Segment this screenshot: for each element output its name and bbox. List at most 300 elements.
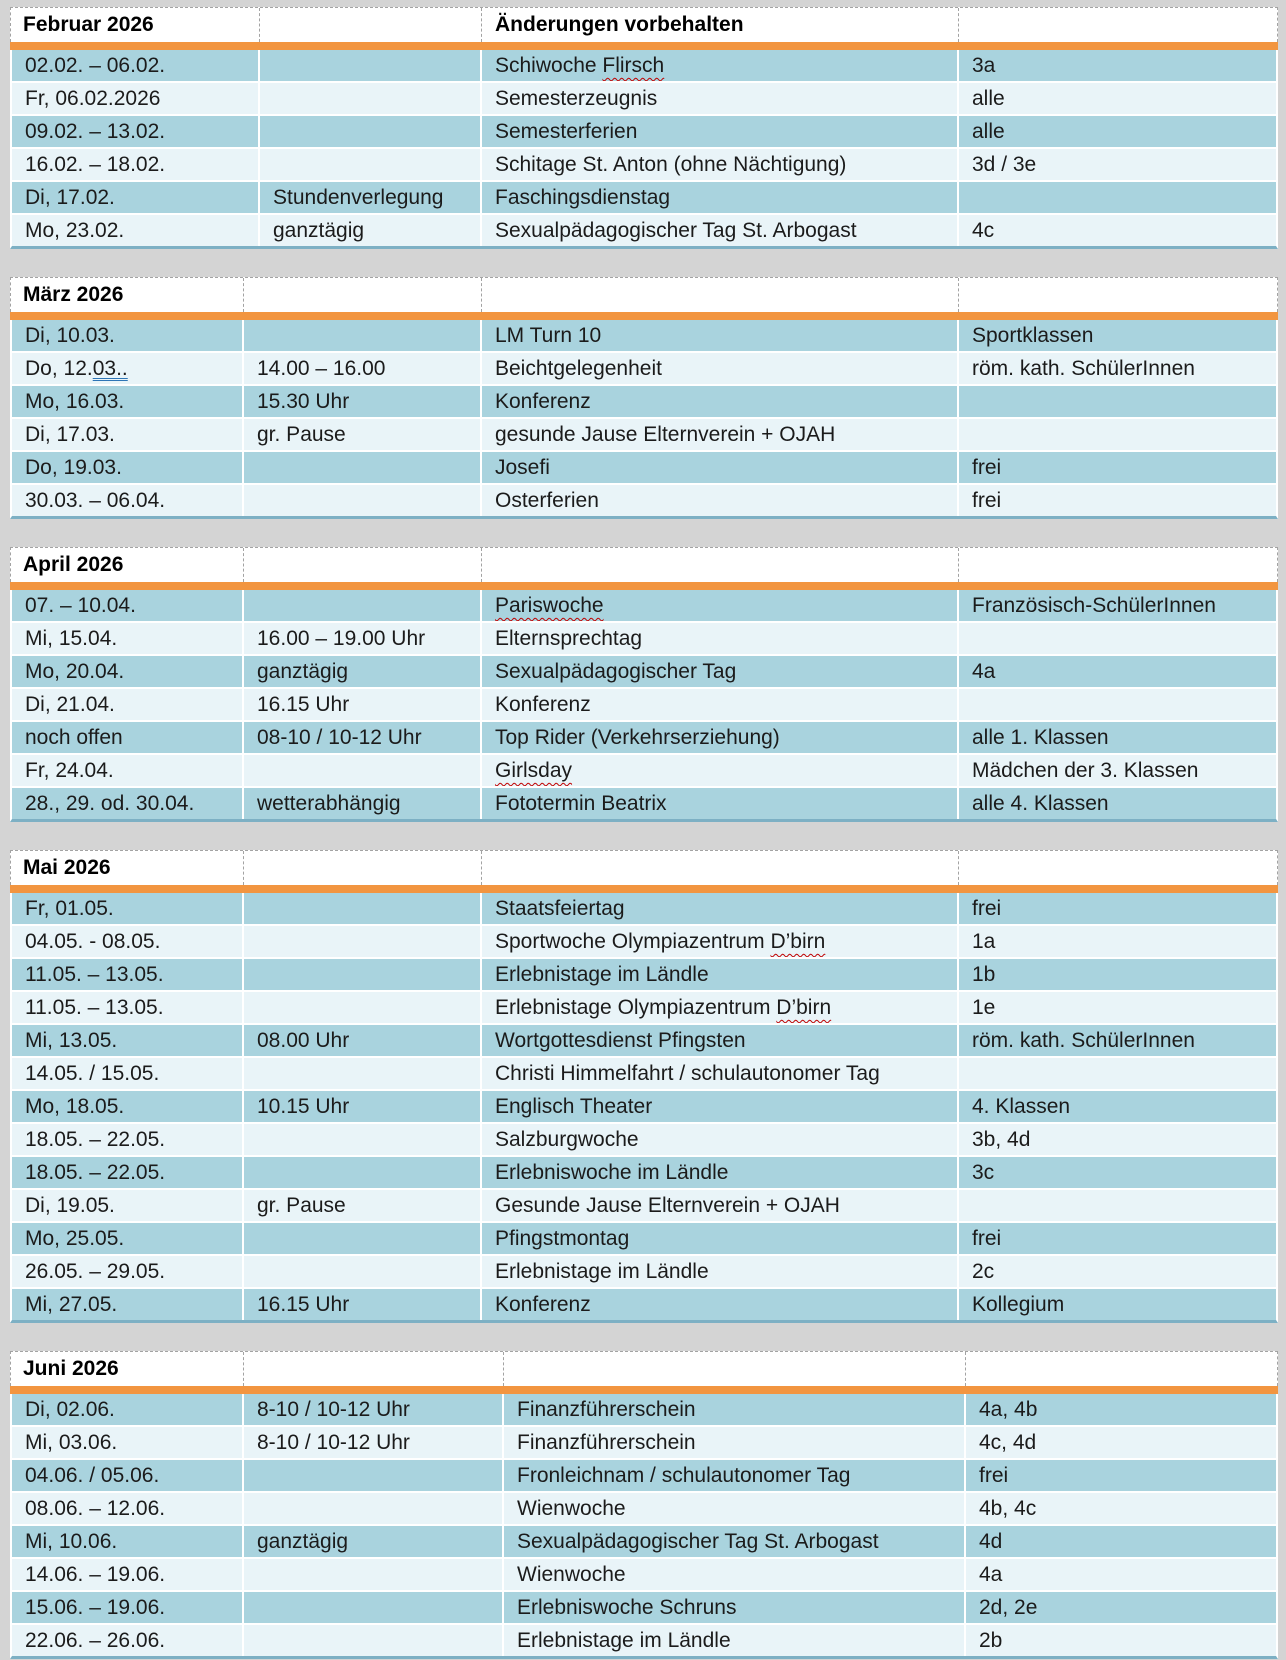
event-cell (482, 149, 959, 180)
cell-text: ganztägig (257, 660, 349, 683)
cell-text: Erlebnistage im Ländle (517, 1629, 731, 1652)
month-rows (10, 893, 1278, 1323)
table-row (12, 1625, 1276, 1656)
grammar-marked-text: 03.. (92, 357, 128, 380)
time-cell (244, 1124, 482, 1155)
cell-text: Josefi (495, 456, 550, 479)
month-header-row (10, 850, 1278, 885)
month-rows (10, 320, 1278, 519)
date-cell (12, 992, 244, 1023)
month-title-cell (11, 851, 243, 885)
table-row (12, 1427, 1276, 1460)
time-cell (244, 623, 482, 654)
cell-text: gesunde Jause Elternverein + OJAH (495, 423, 836, 446)
event-cell (504, 1493, 966, 1524)
date-cell (12, 1526, 244, 1557)
cell-text: Staatsfeiertag (495, 897, 625, 920)
event-cell (482, 623, 959, 654)
class-cell (959, 722, 1276, 753)
event-cell (482, 50, 959, 81)
cell-text: Sportklassen (972, 324, 1094, 347)
cell-text: 4d (979, 1530, 1003, 1553)
cell-text: 4c, 4d (979, 1431, 1037, 1454)
table-row (12, 215, 1276, 246)
cell-text: alle 4. Klassen (972, 792, 1109, 815)
class-cell (966, 1460, 1276, 1491)
event-cell (482, 1256, 959, 1287)
accent-bar (10, 885, 1278, 893)
cell-text: 07. – 10.04. (25, 594, 136, 617)
time-cell (244, 419, 482, 450)
event-cell (482, 992, 959, 1023)
class-cell (959, 1091, 1276, 1122)
cell-text: 4a, 4b (979, 1398, 1038, 1421)
cell-text: 2c (972, 1260, 995, 1283)
cell-text: 04.05. - 08.05. (25, 930, 161, 953)
table-row (12, 353, 1276, 386)
class-cell (959, 755, 1276, 786)
cell-text: LM Turn 10 (495, 324, 602, 347)
date-cell (12, 755, 244, 786)
accent-bar (10, 582, 1278, 590)
month-title: April 2026 (23, 553, 124, 576)
cell-text: 30.03. – 06.04. (25, 489, 166, 512)
table-row (12, 1190, 1276, 1223)
cell-text: 09.02. – 13.02. (25, 120, 166, 143)
table-row (12, 1559, 1276, 1592)
event-cell (482, 1223, 959, 1254)
class-cell (966, 1559, 1276, 1590)
event-cell (482, 755, 959, 786)
cell-text: Fronleichnam / schulautonomer Tag (517, 1464, 851, 1487)
cell-text: Mo, 18.05. (25, 1095, 125, 1118)
cell-text: 4b, 4c (979, 1497, 1037, 1520)
table-row (12, 50, 1276, 83)
cell-text: 3d / 3e (972, 153, 1037, 176)
cell-text: 4c (972, 219, 995, 242)
time-cell (244, 722, 482, 753)
table-row (12, 182, 1276, 215)
note-cell (481, 8, 958, 42)
cell-text: 16.02. – 18.02. (25, 153, 166, 176)
table-row (12, 1124, 1276, 1157)
date-cell (12, 1091, 244, 1122)
table-row (12, 1223, 1276, 1256)
note-cell (503, 1352, 965, 1386)
date-cell (12, 1058, 244, 1089)
table-row (12, 1157, 1276, 1190)
table-row (12, 1058, 1276, 1091)
month-section (10, 7, 1278, 249)
header-empty-cell (243, 1352, 503, 1386)
spellcheck-marked-text: D’birn (776, 996, 832, 1019)
time-cell (260, 83, 482, 114)
cell-text: alle (972, 87, 1005, 110)
cell-text: alle 1. Klassen (972, 726, 1109, 749)
date-cell (12, 893, 244, 924)
class-cell (959, 623, 1276, 654)
date-cell (12, 959, 244, 990)
event-cell (482, 926, 959, 957)
class-cell (959, 1058, 1276, 1089)
event-cell (482, 485, 959, 516)
cell-text: 15.30 Uhr (257, 390, 350, 413)
time-cell (244, 1223, 482, 1254)
event-cell (482, 1289, 959, 1320)
date-cell (12, 1394, 244, 1425)
cell-text: 4. Klassen (972, 1095, 1071, 1118)
date-cell (12, 353, 244, 384)
class-cell (959, 1289, 1276, 1320)
cell-text: 18.05. – 22.05. (25, 1128, 166, 1151)
date-cell (12, 116, 260, 147)
cell-text: Kollegium (972, 1293, 1065, 1316)
class-cell (959, 452, 1276, 483)
class-cell (966, 1526, 1276, 1557)
month-title-cell (11, 1352, 243, 1386)
cell-text: ganztägig (257, 1530, 349, 1553)
month-header-row (10, 7, 1278, 42)
table-row (12, 1025, 1276, 1058)
cell-text: Konferenz (495, 390, 591, 413)
cell-text: 2d, 2e (979, 1596, 1038, 1619)
time-cell (244, 320, 482, 351)
time-cell (260, 149, 482, 180)
event-cell (482, 959, 959, 990)
cell-text: 2b (979, 1629, 1003, 1652)
event-cell (482, 116, 959, 147)
cell-text: Englisch Theater (495, 1095, 653, 1118)
cell-text: 11.05. – 13.05. (25, 963, 164, 986)
cell-text: Erlebnistage im Ländle (495, 1260, 709, 1283)
date-cell (12, 182, 260, 213)
cell-text: frei (972, 489, 1002, 512)
date-cell (12, 1625, 244, 1656)
time-cell (244, 959, 482, 990)
table-row (12, 320, 1276, 353)
month-rows (10, 50, 1278, 249)
cell-text: Fr, 06.02.2026 (25, 87, 161, 110)
header-empty-cell (259, 8, 481, 42)
event-cell (482, 452, 959, 483)
spellcheck-marked-text: Flirsch (602, 54, 665, 77)
event-cell (482, 722, 959, 753)
cell-text: 18.05. – 22.05. (25, 1161, 166, 1184)
cell-text: Mo, 25.05. (25, 1227, 125, 1250)
class-cell (959, 215, 1276, 246)
event-cell (482, 656, 959, 687)
table-row (12, 992, 1276, 1025)
cell-text: Di, 02.06. (25, 1398, 115, 1421)
cell-text: Di, 10.03. (25, 324, 115, 347)
cell-text: Fr, 01.05. (25, 897, 114, 920)
class-cell (959, 788, 1276, 819)
class-cell (966, 1592, 1276, 1623)
cell-text: Faschingsdienstag (495, 186, 671, 209)
cell-text: 3a (972, 54, 996, 77)
header-empty-cell (958, 548, 1277, 582)
class-cell (959, 419, 1276, 450)
cell-text: Osterferien (495, 489, 599, 512)
class-cell (966, 1394, 1276, 1425)
cell-text: Mo, 23.02. (25, 219, 125, 242)
time-cell (244, 386, 482, 417)
cell-text: Stundenverlegung (273, 186, 444, 209)
cell-text: Wortgottesdienst Pfingsten (495, 1029, 746, 1052)
event-cell (504, 1526, 966, 1557)
cell-text: Mi, 10.06. (25, 1530, 118, 1553)
cell-text: 28., 29. od. 30.04. (25, 792, 195, 815)
cell-text: Mi, 27.05. (25, 1293, 118, 1316)
cell-text: Erlebniswoche im Ländle (495, 1161, 729, 1184)
cell-text: Semesterferien (495, 120, 638, 143)
table-row (12, 116, 1276, 149)
cell-text: 08-10 / 10-12 Uhr (257, 726, 422, 749)
changes-note: Änderungen vorbehalten (495, 13, 744, 36)
table-row (12, 755, 1276, 788)
class-cell (959, 320, 1276, 351)
cell-text: wetterabhängig (257, 792, 401, 815)
cell-text: noch offen (25, 726, 123, 749)
time-cell (244, 1460, 504, 1491)
class-cell (959, 656, 1276, 687)
time-cell (244, 1289, 482, 1320)
time-cell (244, 353, 482, 384)
date-cell (12, 320, 244, 351)
time-cell (244, 452, 482, 483)
class-cell (966, 1625, 1276, 1656)
date-cell (12, 1289, 244, 1320)
date-cell (12, 722, 244, 753)
class-cell (959, 689, 1276, 720)
cell-text: 8-10 / 10-12 Uhr (257, 1431, 410, 1454)
table-row (12, 1493, 1276, 1526)
header-empty-cell (243, 548, 481, 582)
note-cell (481, 278, 958, 312)
cell-text: 22.06. – 26.06. (25, 1629, 166, 1652)
time-cell (244, 1427, 504, 1458)
date-cell (12, 149, 260, 180)
event-cell (482, 353, 959, 384)
class-cell (959, 992, 1276, 1023)
cell-text: 11.05. – 13.05. (25, 996, 164, 1019)
cell-text: 16.15 Uhr (257, 1293, 350, 1316)
date-cell (12, 1592, 244, 1623)
event-cell (482, 689, 959, 720)
time-cell (244, 926, 482, 957)
time-cell (244, 1394, 504, 1425)
month-rows (10, 1394, 1278, 1659)
table-row (12, 722, 1276, 755)
time-cell (244, 485, 482, 516)
event-cell (504, 1592, 966, 1623)
date-cell (12, 386, 244, 417)
event-cell (504, 1460, 966, 1491)
cell-text: Konferenz (495, 1293, 591, 1316)
event-cell (482, 893, 959, 924)
spellcheck-marked-text: Girlsday (495, 759, 573, 782)
date-cell (12, 215, 260, 246)
cell-text: Di, 17.03. (25, 423, 115, 446)
class-cell (966, 1427, 1276, 1458)
date-cell (12, 689, 244, 720)
cell-text: gr. Pause (257, 423, 346, 446)
date-cell (12, 1025, 244, 1056)
cell-text: Semesterzeugnis (495, 87, 658, 110)
date-cell (12, 83, 260, 114)
date-cell (12, 1427, 244, 1458)
time-cell (244, 1625, 504, 1656)
cell-text: 15.06. – 19.06. (25, 1596, 166, 1619)
note-cell (481, 548, 958, 582)
class-cell (959, 353, 1276, 384)
class-cell (959, 926, 1276, 957)
date-cell (12, 1157, 244, 1188)
cell-text: 14.00 – 16.00 (257, 357, 386, 380)
month-header-row (10, 547, 1278, 582)
event-cell (482, 182, 959, 213)
cell-text: 4a (979, 1563, 1003, 1586)
table-row (12, 959, 1276, 992)
time-cell (244, 1025, 482, 1056)
cell-text: 16.00 – 19.00 Uhr (257, 627, 426, 650)
cell-text: Do, 12. (25, 357, 93, 380)
time-cell (244, 590, 482, 621)
table-row (12, 1394, 1276, 1427)
class-cell (959, 1157, 1276, 1188)
time-cell (244, 1493, 504, 1524)
event-cell (482, 215, 959, 246)
table-row (12, 485, 1276, 516)
table-row (12, 926, 1276, 959)
event-cell (482, 419, 959, 450)
month-section (10, 850, 1278, 1323)
cell-text: alle (972, 120, 1005, 143)
time-cell (244, 1190, 482, 1221)
cell-text: Sexualpädagogischer Tag St. Arbogast (517, 1530, 879, 1553)
date-cell (12, 419, 244, 450)
event-cell (504, 1394, 966, 1425)
date-cell (12, 1493, 244, 1524)
event-cell (504, 1559, 966, 1590)
class-cell (959, 83, 1276, 114)
cell-text: Pfingstmontag (495, 1227, 630, 1250)
cell-text: Wienwoche (517, 1563, 626, 1586)
table-row (12, 1526, 1276, 1559)
month-title-cell (11, 278, 243, 312)
table-row (12, 419, 1276, 452)
class-cell (966, 1493, 1276, 1524)
table-row (12, 656, 1276, 689)
cell-text: Di, 21.04. (25, 693, 115, 716)
cell-text: Mo, 16.03. (25, 390, 125, 413)
date-cell (12, 1559, 244, 1590)
event-cell (482, 1058, 959, 1089)
note-cell (481, 851, 958, 885)
cell-text: frei (972, 456, 1002, 479)
table-row (12, 893, 1276, 926)
time-cell (244, 1091, 482, 1122)
date-cell (12, 926, 244, 957)
event-cell (504, 1427, 966, 1458)
time-cell (260, 215, 482, 246)
cell-text: frei (972, 897, 1002, 920)
time-cell (244, 1559, 504, 1590)
time-cell (260, 116, 482, 147)
cell-text: Wienwoche (517, 1497, 626, 1520)
table-row (12, 1460, 1276, 1493)
month-title: März 2026 (23, 283, 124, 306)
time-cell (244, 755, 482, 786)
date-cell (12, 590, 244, 621)
class-cell (959, 1190, 1276, 1221)
table-row (12, 689, 1276, 722)
date-cell (12, 1223, 244, 1254)
header-empty-cell (243, 278, 481, 312)
event-cell (482, 1025, 959, 1056)
cell-text: 08.00 Uhr (257, 1029, 350, 1052)
cell-text: Konferenz (495, 693, 591, 716)
cell-text: Schiwoche (495, 54, 603, 77)
spellcheck-marked-text: D’birn (770, 930, 826, 953)
cell-text: Erlebnistage im Ländle (495, 963, 709, 986)
event-cell (482, 1091, 959, 1122)
header-empty-cell (958, 8, 1277, 42)
cell-text: 3c (972, 1161, 995, 1184)
month-rows (10, 590, 1278, 822)
cell-text: ganztägig (273, 219, 365, 242)
time-cell (244, 788, 482, 819)
cell-text: Di, 19.05. (25, 1194, 115, 1217)
date-cell (12, 452, 244, 483)
cell-text: Do, 19.03. (25, 456, 122, 479)
month-title: Mai 2026 (23, 856, 111, 879)
cell-text: Gesunde Jause Elternverein + OJAH (495, 1194, 840, 1217)
cell-text: Elternsprechtag (495, 627, 643, 650)
cell-text: Mi, 15.04. (25, 627, 118, 650)
cell-text: Finanzführerschein (517, 1431, 696, 1454)
header-empty-cell (958, 851, 1277, 885)
cell-text: Finanzführerschein (517, 1398, 696, 1421)
cell-text: Sexualpädagogischer Tag St. Arbogast (495, 219, 857, 242)
cell-text: Top Rider (Verkehrserziehung) (495, 726, 780, 749)
cell-text: Christi Himmelfahrt / schulautonomer Tag (495, 1062, 880, 1085)
cell-text: 26.05. – 29.05. (25, 1260, 166, 1283)
cell-text: Mi, 13.05. (25, 1029, 118, 1052)
cell-text: Sexualpädagogischer Tag (495, 660, 737, 683)
cell-text: 4a (972, 660, 996, 683)
date-cell (12, 1124, 244, 1155)
cell-text: 14.05. / 15.05. (25, 1062, 160, 1085)
cell-text: Erlebniswoche Schruns (517, 1596, 737, 1619)
event-cell (504, 1625, 966, 1656)
cell-text: röm. kath. SchülerInnen (972, 357, 1195, 380)
time-cell (244, 1592, 504, 1623)
cell-text: frei (979, 1464, 1009, 1487)
class-cell (959, 386, 1276, 417)
event-cell (482, 320, 959, 351)
cell-text: 10.15 Uhr (257, 1095, 350, 1118)
date-cell (12, 50, 260, 81)
cell-text: Beichtgelegenheit (495, 357, 662, 380)
cell-text: frei (972, 1227, 1002, 1250)
date-cell (12, 656, 244, 687)
cell-text: 02.02. – 06.02. (25, 54, 166, 77)
class-cell (959, 50, 1276, 81)
cell-text: 8-10 / 10-12 Uhr (257, 1398, 410, 1421)
class-cell (959, 1025, 1276, 1056)
event-cell (482, 1157, 959, 1188)
